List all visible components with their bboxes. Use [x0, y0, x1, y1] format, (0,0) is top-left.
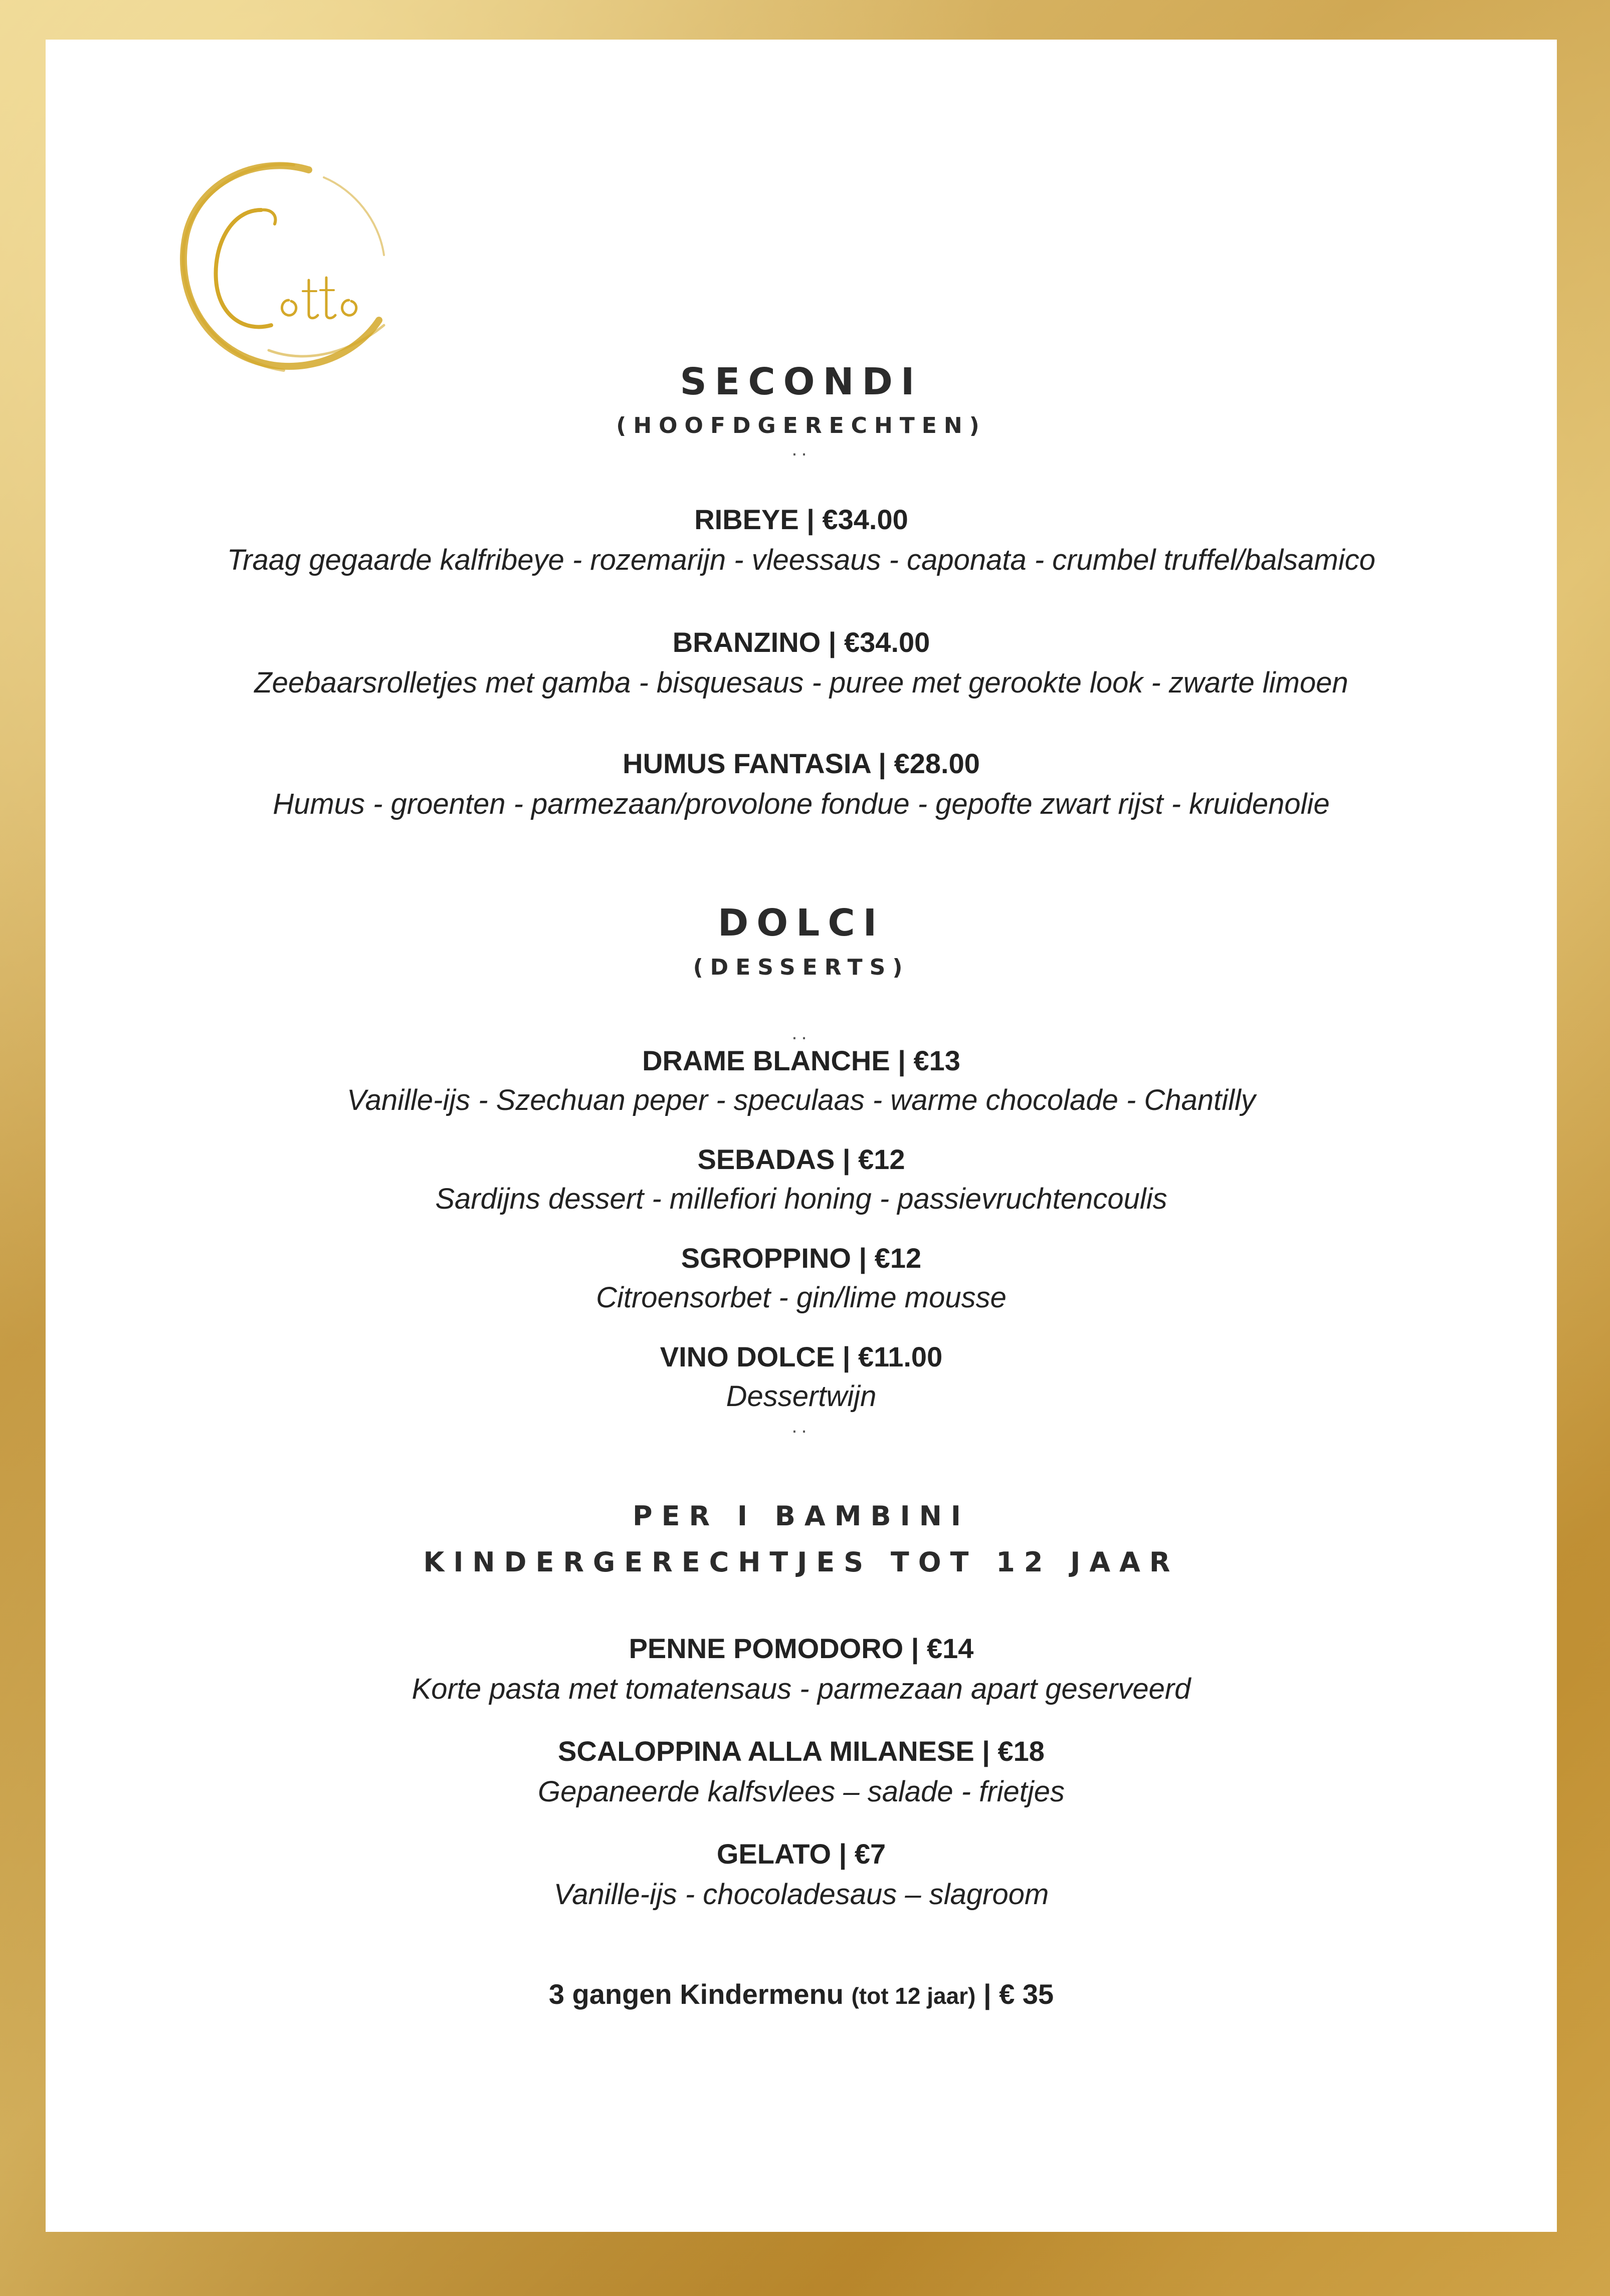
menu-item-name: GELATO | €7 [716, 1838, 886, 1870]
kids-menu-amount: | € 35 [975, 1978, 1054, 2010]
menu-item-name: PENNE POMODORO | €14 [629, 1633, 974, 1664]
menu-item-description: Gepaneerde kalfsvlees – salade - frietjes [537, 1775, 1065, 1808]
menu-item-description: Vanille-ijs - Szechuan peper - speculaas - warme chocolade - Chantilly [347, 1084, 1256, 1116]
dolci-subtitle: (DESSERTS) [693, 955, 910, 980]
menu-item-description: Dessertwijn [726, 1380, 877, 1413]
dolci-dots: .. [791, 1022, 811, 1044]
bambini-title: PER I BAMBINI [633, 1500, 970, 1532]
secondi-subtitle: (HOOFDGERECHTEN) [616, 413, 986, 438]
menu-item-name: BRANZINO | €34.00 [672, 626, 930, 658]
cotto-logo [143, 135, 414, 395]
dolci-title: DOLCI [717, 901, 885, 945]
menu-page [46, 40, 1557, 2232]
bambini-subtitle: KINDERGERECHTJES TOT 12 JAAR [423, 1546, 1179, 1578]
kids-menu-price [46, 1978, 1557, 2010]
menu-item-description: Traag gegaarde kalfribeye - rozemarijn - vleessaus - caponata - crumbel truffel/balsamico [227, 544, 1375, 576]
menu-item-name: DRAME BLANCHE | €13 [642, 1045, 960, 1076]
secondi-dots: .. [791, 438, 811, 460]
menu-item-description: Vanille-ijs - chocoladesaus – slagroom [553, 1878, 1049, 1911]
kids-menu-label: 3 gangen Kindermenu [548, 1978, 852, 2010]
kids-menu-age: (tot 12 jaar) [851, 1983, 976, 2009]
menu-item-name: HUMUS FANTASIA | €28.00 [623, 748, 980, 779]
menu-item-name: SGROPPINO | €12 [681, 1242, 922, 1274]
menu-item-name: SCALOPPINA ALLA MILANESE | €18 [558, 1735, 1045, 1767]
menu-item-description: Humus - groenten - parmezaan/provolone fondue - gepofte zwart rijst - kruidenolie [273, 788, 1330, 820]
menu-item-description: Zeebaarsrolletjes met gamba - bisquesaus - puree met gerookte look - zwarte limoen [254, 666, 1348, 699]
secondi-title: SECONDI [680, 360, 923, 403]
menu-item-name: RIBEYE | €34.00 [694, 504, 908, 535]
menu-item-description: Citroensorbet - gin/lime mousse [596, 1281, 1007, 1314]
menu-item-name: VINO DOLCE | €11.00 [660, 1341, 943, 1372]
dolci-dots-after: .. [791, 1415, 811, 1437]
menu-item-description: Korte pasta met tomatensaus - parmezaan apart geserveerd [412, 1673, 1191, 1705]
menu-item-name: SEBADAS | €12 [697, 1143, 905, 1175]
menu-item-description: Sardijns dessert - millefiori honing - passievruchtencoulis [435, 1183, 1167, 1215]
